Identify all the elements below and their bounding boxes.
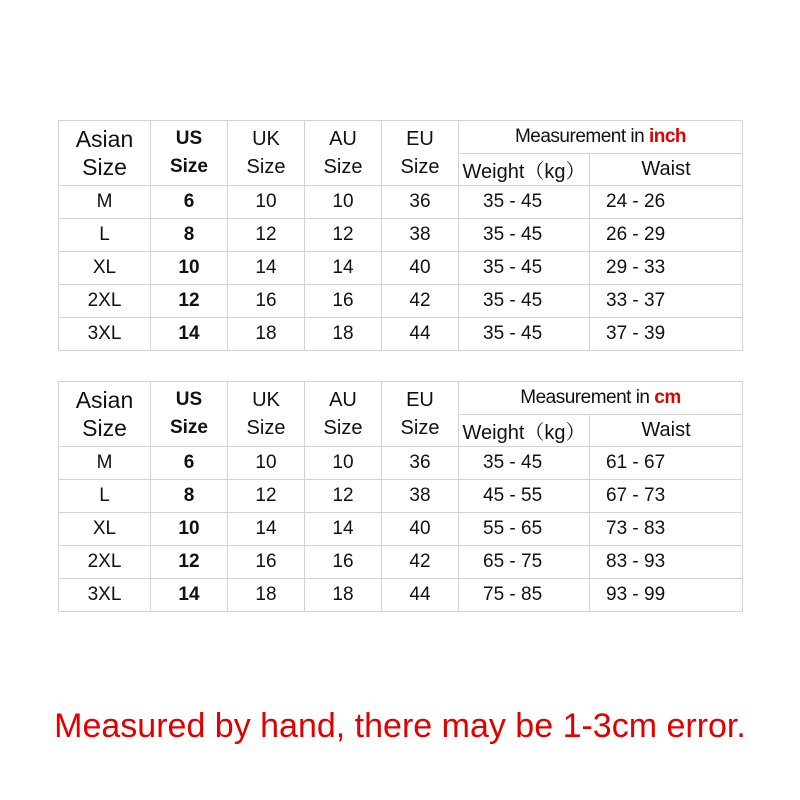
measurement-title bbox=[459, 121, 743, 154]
header-asian-size bbox=[59, 382, 151, 447]
table-row bbox=[59, 579, 743, 612]
header-au-size bbox=[305, 121, 382, 186]
cell-asian: L bbox=[59, 480, 151, 513]
header-asian-line2: Size bbox=[82, 415, 127, 441]
header-au-line2: Size bbox=[323, 156, 363, 178]
header-us-line2: Size bbox=[169, 417, 209, 438]
header-eu-size bbox=[382, 382, 459, 447]
cell-eu: 42 bbox=[382, 285, 459, 318]
cell-au: 16 bbox=[305, 285, 382, 318]
header-eu-line2: Size bbox=[400, 156, 440, 178]
cell-asian: M bbox=[59, 447, 151, 480]
header-asian-line1: Asian bbox=[75, 387, 134, 413]
cell-eu: 44 bbox=[382, 318, 459, 351]
cell-us: 6 bbox=[151, 186, 228, 219]
cell-uk: 14 bbox=[228, 252, 305, 285]
cell-waist: 29 - 33 bbox=[590, 252, 743, 285]
header-au-size bbox=[305, 382, 382, 447]
cell-uk: 12 bbox=[228, 480, 305, 513]
cell-uk: 16 bbox=[228, 546, 305, 579]
header-waist: Waist bbox=[590, 415, 743, 447]
table-row bbox=[59, 447, 743, 480]
cell-eu: 38 bbox=[382, 219, 459, 252]
cell-us: 14 bbox=[151, 318, 228, 351]
cell-au: 10 bbox=[305, 186, 382, 219]
cell-us: 10 bbox=[151, 252, 228, 285]
measurement-prefix: Measurement in bbox=[520, 387, 655, 408]
cell-asian: XL bbox=[59, 252, 151, 285]
measurement-prefix: Measurement in bbox=[514, 126, 649, 147]
header-asian-size bbox=[59, 121, 151, 186]
header-waist: Waist bbox=[590, 154, 743, 186]
cell-asian: XL bbox=[59, 513, 151, 546]
cell-uk: 12 bbox=[228, 219, 305, 252]
table-row bbox=[59, 186, 743, 219]
cell-waist: 26 - 29 bbox=[590, 219, 743, 252]
cell-eu: 44 bbox=[382, 579, 459, 612]
cell-weight: 35 - 45 bbox=[459, 318, 590, 351]
cell-eu: 36 bbox=[382, 447, 459, 480]
cell-asian: 3XL bbox=[59, 579, 151, 612]
cell-waist: 73 - 83 bbox=[590, 513, 743, 546]
cell-waist: 67 - 73 bbox=[590, 480, 743, 513]
header-us-line2: Size bbox=[169, 156, 209, 177]
cell-uk: 14 bbox=[228, 513, 305, 546]
cell-weight: 35 - 45 bbox=[459, 219, 590, 252]
cell-eu: 40 bbox=[382, 513, 459, 546]
cell-asian: 2XL bbox=[59, 546, 151, 579]
header-au-line1: AU bbox=[329, 389, 357, 411]
cell-eu: 36 bbox=[382, 186, 459, 219]
cell-us: 8 bbox=[151, 219, 228, 252]
measurement-unit: cm bbox=[654, 387, 681, 408]
table-row bbox=[59, 219, 743, 252]
cell-asian: M bbox=[59, 186, 151, 219]
size-chart-cm-table bbox=[58, 381, 743, 612]
cell-weight: 75 - 85 bbox=[459, 579, 590, 612]
cell-waist: 33 - 37 bbox=[590, 285, 743, 318]
measurement-note: Measured by hand, there may be 1-3cm error. bbox=[54, 707, 746, 745]
cell-au: 10 bbox=[305, 447, 382, 480]
header-asian-line2: Size bbox=[82, 154, 127, 180]
cell-uk: 18 bbox=[228, 318, 305, 351]
measurement-title bbox=[459, 382, 743, 415]
header-au-line2: Size bbox=[323, 417, 363, 439]
cell-au: 16 bbox=[305, 546, 382, 579]
header-eu-line1: EU bbox=[406, 389, 434, 411]
header-us-size bbox=[151, 121, 228, 186]
cell-us: 12 bbox=[151, 285, 228, 318]
header-uk-size bbox=[228, 382, 305, 447]
cell-au: 12 bbox=[305, 480, 382, 513]
cell-waist: 93 - 99 bbox=[590, 579, 743, 612]
header-us-line1: US bbox=[175, 128, 203, 149]
cell-asian: 2XL bbox=[59, 285, 151, 318]
cell-asian: 3XL bbox=[59, 318, 151, 351]
table-row bbox=[59, 546, 743, 579]
cell-eu: 38 bbox=[382, 480, 459, 513]
cell-eu: 40 bbox=[382, 252, 459, 285]
cell-us: 14 bbox=[151, 579, 228, 612]
cell-weight: 35 - 45 bbox=[459, 285, 590, 318]
table-row bbox=[59, 318, 743, 351]
cell-weight: 35 - 45 bbox=[459, 252, 590, 285]
table-row bbox=[59, 252, 743, 285]
header-eu-line2: Size bbox=[400, 417, 440, 439]
cell-au: 12 bbox=[305, 219, 382, 252]
header-uk-size bbox=[228, 121, 305, 186]
measurement-unit: inch bbox=[648, 126, 687, 147]
table-row bbox=[59, 285, 743, 318]
cell-weight: 45 - 55 bbox=[459, 480, 590, 513]
header-us-size bbox=[151, 382, 228, 447]
cell-us: 10 bbox=[151, 513, 228, 546]
header-asian-line1: Asian bbox=[75, 126, 134, 152]
cell-uk: 18 bbox=[228, 579, 305, 612]
cell-uk: 10 bbox=[228, 186, 305, 219]
header-uk-line1: UK bbox=[252, 128, 280, 150]
cell-uk: 10 bbox=[228, 447, 305, 480]
cell-au: 14 bbox=[305, 513, 382, 546]
cell-au: 14 bbox=[305, 252, 382, 285]
table-row bbox=[59, 480, 743, 513]
cell-weight: 65 - 75 bbox=[459, 546, 590, 579]
table-row bbox=[59, 513, 743, 546]
cell-waist: 37 - 39 bbox=[590, 318, 743, 351]
header-weight: Weight（kg） bbox=[459, 415, 590, 447]
cell-waist: 24 - 26 bbox=[590, 186, 743, 219]
cell-weight: 55 - 65 bbox=[459, 513, 590, 546]
cell-eu: 42 bbox=[382, 546, 459, 579]
cell-us: 12 bbox=[151, 546, 228, 579]
header-weight: Weight（kg） bbox=[459, 154, 590, 186]
header-eu-line1: EU bbox=[406, 128, 434, 150]
cell-waist: 61 - 67 bbox=[590, 447, 743, 480]
header-eu-size bbox=[382, 121, 459, 186]
header-us-line1: US bbox=[175, 389, 203, 410]
cell-us: 8 bbox=[151, 480, 228, 513]
cell-weight: 35 - 45 bbox=[459, 447, 590, 480]
header-uk-line2: Size bbox=[246, 417, 286, 439]
cell-us: 6 bbox=[151, 447, 228, 480]
header-au-line1: AU bbox=[329, 128, 357, 150]
cell-waist: 83 - 93 bbox=[590, 546, 743, 579]
header-uk-line2: Size bbox=[246, 156, 286, 178]
header-uk-line1: UK bbox=[252, 389, 280, 411]
cell-weight: 35 - 45 bbox=[459, 186, 590, 219]
cell-uk: 16 bbox=[228, 285, 305, 318]
cell-au: 18 bbox=[305, 579, 382, 612]
size-chart-inch-table bbox=[58, 120, 743, 351]
cell-asian: L bbox=[59, 219, 151, 252]
cell-au: 18 bbox=[305, 318, 382, 351]
